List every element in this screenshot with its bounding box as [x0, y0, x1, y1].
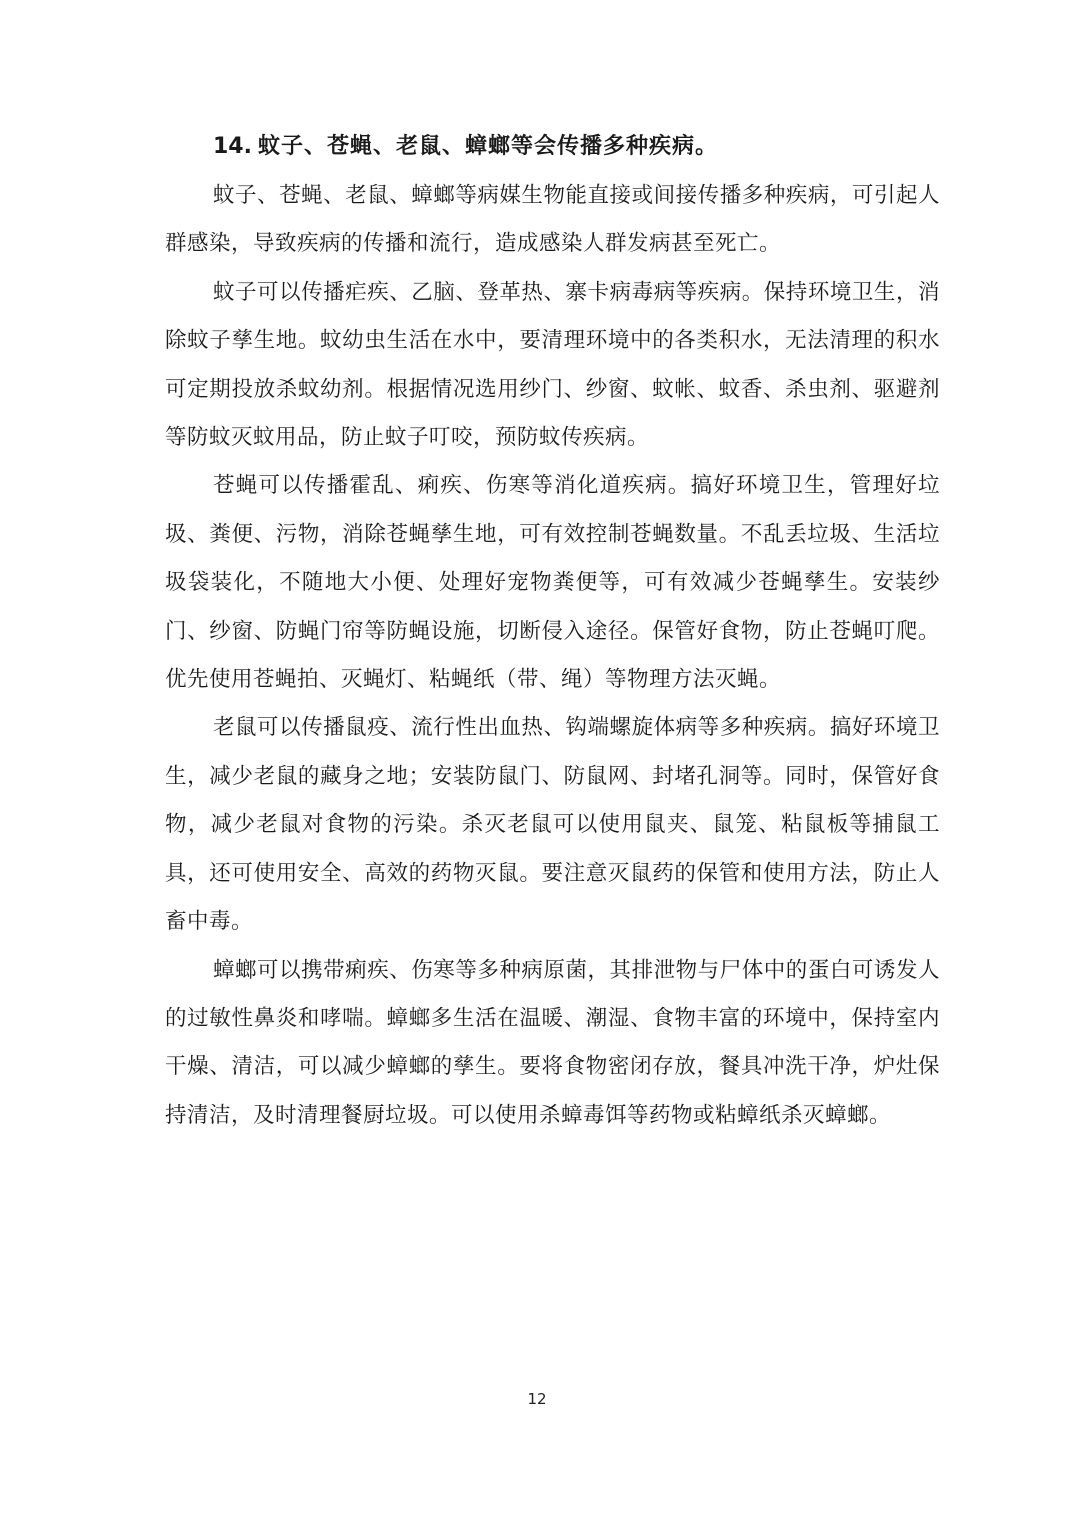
paragraph-intro: 蚊子、苍蝇、老鼠、蟑螂等病媒生物能直接或间接传播多种疾病，可引起人群感染，导致疾病的传播和流行，造成感染人群发病甚至死亡。	[165, 183, 940, 257]
paragraph-cockroaches: 蟑螂可以携带痢疾、伤寒等多种病原菌，其排泄物与尸体中的蛋白可诱发人的过敏性鼻炎和哮喘。蟑螂多生活在温暖、潮湿、食物丰富的环境中，保持室内干燥、清洁，可以减少蟑螂的孳生。要将食物密闭存放，餐具冲洗干净，炉灶保持清洁，及时清理餐厨垃圾。可以使用杀蟑毒饵等药物或粘蟑纸杀灭蟑螂。	[165, 957, 940, 1128]
paragraph-mosquitoes: 蚊子可以传播疟疾、乙脑、登革热、寨卡病毒病等疾病。保持环境卫生，消除蚊子孳生地。蚊幼虫生活在水中，要清理环境中的各类积水，无法清理的积水可定期投放杀蚊幼剂。根据情况选用纱门、纱窗、蚊帐、蚊香、杀虫剂、驱避剂等防蚊灭蚊用品，防止蚊子叮咬，预防蚊传疾病。	[165, 279, 940, 451]
document-body	[165, 124, 940, 1140]
page-number: 12	[527, 1390, 547, 1408]
paragraph-flies: 苍蝇可以传播霍乱、痢疾、伤寒等消化道疾病。搞好环境卫生，管理好垃圾、粪便、污物，消除苍蝇孳生地，可有效控制苍蝇数量。不乱丢垃圾、生活垃圾袋装化，不随地大小便、处理好宠物粪便等，可有效减少苍蝇孳生。安装纱门、纱窗、防蝇门帘等防蝇设施，切断侵入途径。保管好食物，防止苍蝇叮爬。优先使用苍蝇拍、灭蝇灯、粘蝇纸（带、绳）等物理方法灭蝇。	[165, 473, 940, 693]
section-title: 蚊子、苍蝇、老鼠、蟑螂等会传播多种疾病。	[257, 134, 718, 159]
paragraph-rats: 老鼠可以传播鼠疫、流行性出血热、钩端螺旋体病等多种疾病。搞好环境卫生，减少老鼠的藏身之地；安装防鼠门、防鼠网、封堵孔洞等。同时，保管好食物，减少老鼠对食物的污染。杀灭老鼠可以使用鼠夹、鼠笼、粘鼠板等捕鼠工具，还可使用安全、高效的药物灭鼠。要注意灭鼠药的保管和使用方法，防止人畜中毒。	[165, 715, 940, 935]
section-heading	[165, 124, 940, 170]
section-number: 14.	[213, 134, 252, 159]
